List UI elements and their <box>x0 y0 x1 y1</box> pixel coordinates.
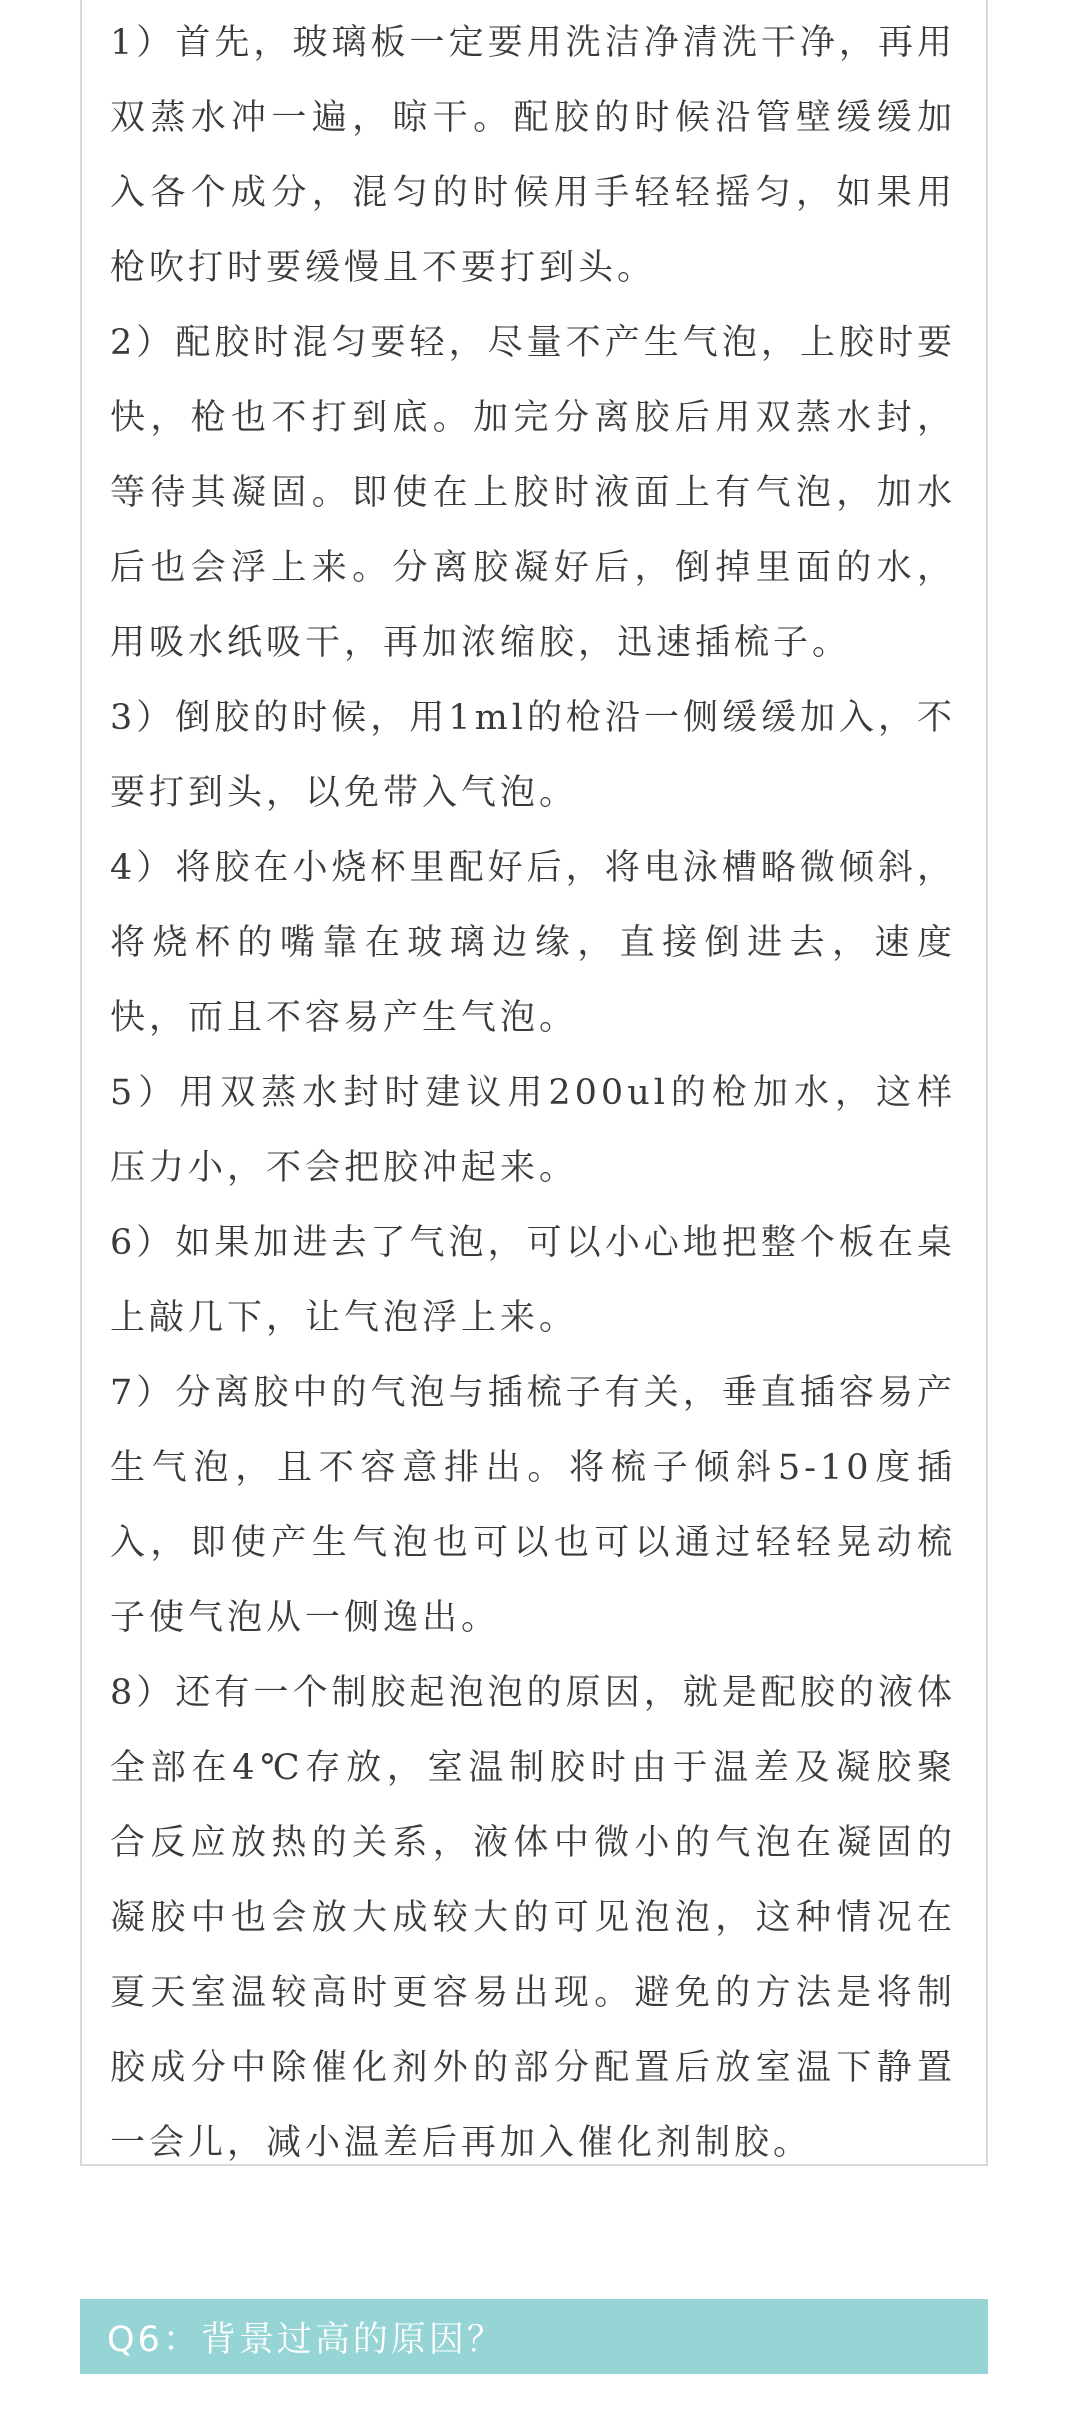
answer-paragraph-1: 1）首先，玻璃板一定要用洗洁净清洗干净，再用双蒸水冲一遍，晾干。配胶的时候沿管壁缓缓加入各个成分，混匀的时候用手轻轻摇匀，如果用枪吹打时要缓慢且不要打到头。 <box>110 23 956 288</box>
answer-paragraph-5: 5）用双蒸水封时建议用200ul的枪加水，这样压力小，不会把胶冲起来。 <box>110 1073 956 1188</box>
answer-paragraph-2: 2）配胶时混匀要轻，尽量不产生气泡，上胶时要快，枪也不打到底。加完分离胶后用双蒸水封，等待其凝固。即使在上胶时液面上有气泡，加水后也会浮上来。分离胶凝好后，倒掉里面的水，用吸水纸吸干，再加浓缩胶，迅速插梳子。 <box>110 323 956 663</box>
answer-paragraph-7: 7）分离胶中的气泡与插梳子有关，垂直插容易产生气泡，且不容意排出。将梳子倾斜5-10度插入，即使产生气泡也可以也可以通过轻轻晃动梳子使气泡从一侧逸出。 <box>110 1373 956 1638</box>
question-header-q6 <box>80 2299 988 2374</box>
answer-paragraph-3: 3）倒胶的时候，用1ml的枪沿一侧缓缓加入，不要打到头，以免带入气泡。 <box>110 698 956 813</box>
answer-paragraph-6: 6）如果加进去了气泡，可以小心地把整个板在桌上敲几下，让气泡浮上来。 <box>110 1223 956 1338</box>
answer-paragraph-8: 8）还有一个制胶起泡泡的原因，就是配胶的液体全部在4℃存放，室温制胶时由于温差及凝胶聚合反应放热的关系，液体中微小的气泡在凝固的凝胶中也会放大成较大的可见泡泡，这种情况在夏天室温较高时更容易出现。避免的方法是将制胶成分中除催化剂外的部分配置后放室温下静置一会儿，减小温差后再加入催化剂制胶。 <box>110 1673 956 2163</box>
answer-box <box>80 0 988 2166</box>
question-title: Q6：背景过高的原因？ <box>107 2319 505 2360</box>
answer-paragraph-4: 4）将胶在小烧杯里配好后，将电泳槽略微倾斜，将烧杯的嘴靠在玻璃边缘，直接倒进去，速度快，而且不容易产生气泡。 <box>110 848 956 1038</box>
